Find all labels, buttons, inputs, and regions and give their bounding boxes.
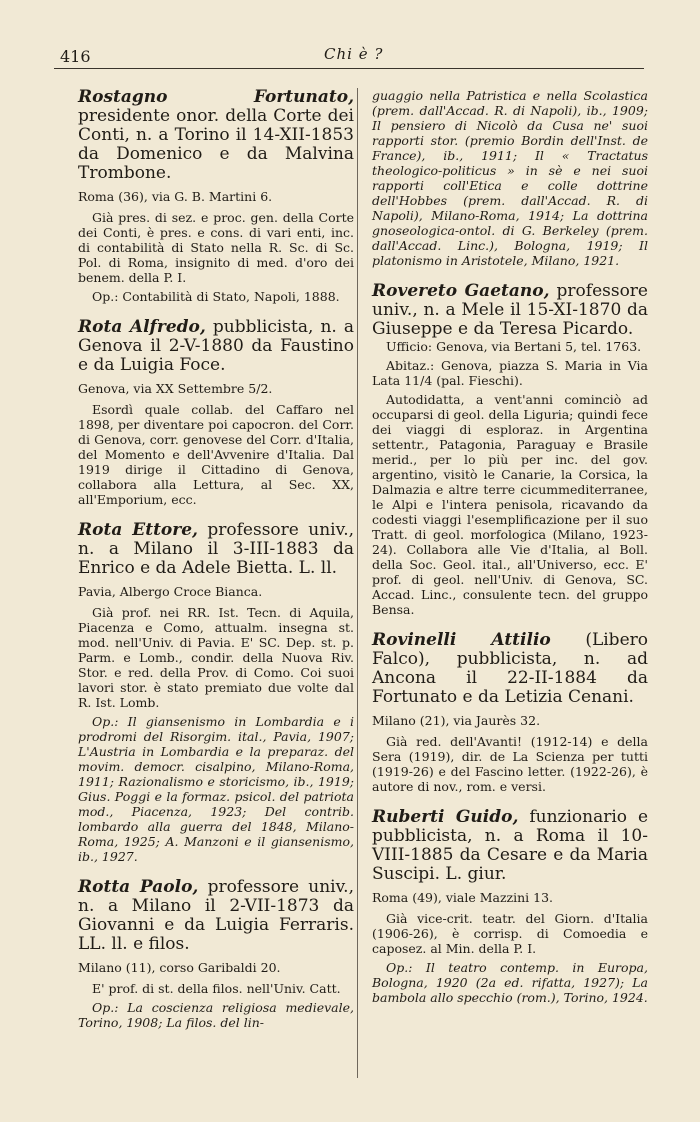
running-title: Chi è ? bbox=[324, 45, 384, 63]
entry-body: Già prof. nei RR. Ist. Tecn. di Aquila, Piacenza e Como, attualm. insegna st. mod. nell'Univ. di Pavia. E' SC. Dep. st. p. Parm. e Lomb., condir. della Nuova Riv. Stor. e red. della Prov. di Como. Coi suoi lavori stor. è stato premiato due volte dal R. Ist. Lomb. bbox=[78, 605, 354, 710]
page-header bbox=[54, 44, 644, 69]
entry-works: Op.: La coscienza religiosa medievale, Torino, 1908; La filos. del lin- bbox=[78, 1000, 354, 1030]
entry-lead: presidente onor. della Corte dei Conti, n. a Torino il 14-XII-1853 da Domenico e da Malvina Trombone. bbox=[78, 106, 354, 183]
column-divider bbox=[357, 88, 358, 1078]
entry-lead: (Libero Falco), pubblicista, n. ad Ancona il 22-II-1884 da Fortunato e da Letizia Cenani. bbox=[372, 630, 648, 707]
entry-rostagno bbox=[78, 88, 354, 304]
entry-name: Rota Ettore, bbox=[78, 520, 198, 540]
entry-rota-alfredo bbox=[78, 318, 354, 507]
entry-lead: professore univ., n. a Milano il 3-III-1883 da Enrico e da Adele Bietta. L. ll. bbox=[78, 520, 355, 578]
entry-body: Già red. dell'Avanti! (1912-14) e della Sera (1919), dir. de La Scienza per tutti (1919-26) e del Fascino letter. (1922-26), è autore di nov., rom. e versi. bbox=[372, 734, 648, 794]
page-number: 416 bbox=[60, 47, 91, 66]
entry-lead: professore univ., n. a Mele il 15-XI-1870 da Giuseppe e da Teresa Picardo. bbox=[372, 281, 648, 339]
entry-rovinelli bbox=[372, 631, 648, 794]
entry-name: Rotta Paolo, bbox=[78, 877, 199, 897]
entry-heading bbox=[372, 808, 648, 884]
entry-lead: pubblicista, n. a Genova il 2-V-1880 da Faustino e da Luigia Foce. bbox=[78, 317, 354, 375]
entry-rota-ettore bbox=[78, 521, 354, 864]
entry-lead: professore univ., n. a Milano il 2-VII-1873 da Giovanni e da Luigia Ferraris. LL. ll. e filos. bbox=[78, 877, 354, 954]
entry-body: E' prof. di st. della filos. nell'Univ. Catt. bbox=[92, 981, 341, 996]
entry-works: Op.: Contabilità di Stato, Napoli, 1888. bbox=[92, 289, 340, 304]
entry-address: Pavia, Albergo Croce Bianca. bbox=[78, 584, 263, 599]
entry-heading bbox=[372, 282, 648, 339]
entry-body: Autodidatta, a vent'anni cominciò ad occuparsi di geol. della Liguria; quindi fece dei viaggi di esploraz. in Argentina settentr., Patagonia, Paraguay e Brasile merid., per lo più per inc. del gov. argentino, visitò le Canarie, la Corsica, la Dalmazia e altre terre cicummediterranee, le Alpi e l'intera penisola, ricavando da codesti viaggi l'esemplificazione per il suo Tratt. di geol. morfologica (Milano, 1923-24). Collabora alle Vie d'Italia, al Boll. della Soc. Geol. ital., all'Universo, ecc. E' prof. di geol. nell'Univ. di Genova, SC. Accad. Linc., consulente tecn. del gruppo Bensa. bbox=[372, 392, 648, 617]
entry-lead: funzionario e pubblicista, n. a Roma il 10-VIII-1885 da Cesare e da Maria Suscipi. L. giur. bbox=[372, 807, 649, 884]
entry-heading bbox=[78, 521, 354, 578]
entry-rovereto bbox=[372, 282, 648, 617]
entry-ruberti bbox=[372, 808, 648, 1005]
entry-address: Genova, via XX Settembre 5/2. bbox=[78, 381, 273, 396]
works-continuation: guaggio nella Patristica e nella Scolastica (prem. dall'Accad. R. di Napoli), ib., 1909; Il pensiero di Nicolò da Cusa ne' suoi rapporti stor. (premio Bordin dell'Inst. de France), ib., 1911; Il « Tractatus theologico-politicus » in sè e nei suoi rapporti coll'Etica e colle dottrine dell'Hobbes (prem. dall'Accad. R. di Napoli), Milano-Roma, 1914; La dottrina gnoseologica-ontol. di G. Berkeley (prem. dall'Accad. Linc.), Bologna, 1919; Il platonismo in Aristotele, Milano, 1921. bbox=[372, 88, 648, 268]
entry-heading bbox=[78, 88, 354, 183]
entry-address: Milano (21), via Jaurès 32. bbox=[372, 713, 541, 728]
entry-name: Rovereto Gaetano, bbox=[372, 281, 550, 301]
entry-works: Op.: Il giansenismo in Lombardia e i prodromi del Risorgim. ital., Pavia, 1907; L'Austria in Lombardia e la preparaz. del movim. democr. cisalpino, Milano-Roma, 1911; Razionalismo e storicismo, ib., 1919; Gius. Poggi e la formaz. psicol. del patriota mod., Piacenza, 1923; Del contrib. lombardo alla guerra del 1848, Milano-Roma, 1925; A. Manzoni e il giansenismo, ib., 1927. bbox=[78, 714, 354, 864]
entry-address: Roma (36), via G. B. Martini 6. bbox=[78, 189, 273, 204]
entry-home: Abitaz.: Genova, piazza S. Maria in Via Lata 11/4 (pal. Fieschi). bbox=[372, 358, 648, 388]
entry-heading bbox=[372, 631, 648, 707]
entry-name: Rostagno Fortunato, bbox=[78, 87, 354, 107]
entry-address: Milano (11), corso Garibaldi 20. bbox=[78, 960, 281, 975]
entry-office: Ufficio: Genova, via Bertani 5, tel. 1763. bbox=[386, 339, 642, 354]
entry-heading bbox=[78, 878, 354, 954]
entry-heading bbox=[78, 318, 354, 375]
entry-name: Ruberti Guido, bbox=[372, 807, 519, 827]
entry-name: Rota Alfredo, bbox=[78, 317, 206, 337]
left-column bbox=[78, 88, 354, 1044]
entry-name: Rovinelli Attilio bbox=[372, 630, 551, 650]
entry-body: Già pres. di sez. e proc. gen. della Corte dei Conti, è pres. e cons. di vari enti, inc. di contabilità di Stato nella R. Sc. di Sc. Pol. di Roma, insignito di med. d'oro dei benem. della P. I. bbox=[78, 210, 354, 285]
entry-address: Roma (49), viale Mazzini 13. bbox=[372, 890, 554, 905]
entry-rotta-paolo bbox=[78, 878, 354, 1030]
entry-rotta-continuation bbox=[372, 88, 648, 268]
entry-works: Op.: Il teatro contemp. in Europa, Bologna, 1920 (2a ed. rifatta, 1927); La bambola allo specchio (rom.), Torino, 1924. bbox=[372, 960, 648, 1005]
entry-body: Già vice-crit. teatr. del Giorn. d'Italia (1906-26), è corrisp. di Comoedia e caposez. al Min. della P. I. bbox=[372, 911, 648, 956]
right-column bbox=[372, 88, 648, 1019]
entry-body: Esordì quale collab. del Caffaro nel 1898, per diventare poi capocron. del Corr. di Genova, corr. genovese del Corr. d'Italia, del Momento e dell'Avvenire d'Italia. Dal 1919 dirige il Cittadino di Genova, collabora alla Lettura, al Sec. XX, all'Emporium, ecc. bbox=[78, 402, 354, 507]
